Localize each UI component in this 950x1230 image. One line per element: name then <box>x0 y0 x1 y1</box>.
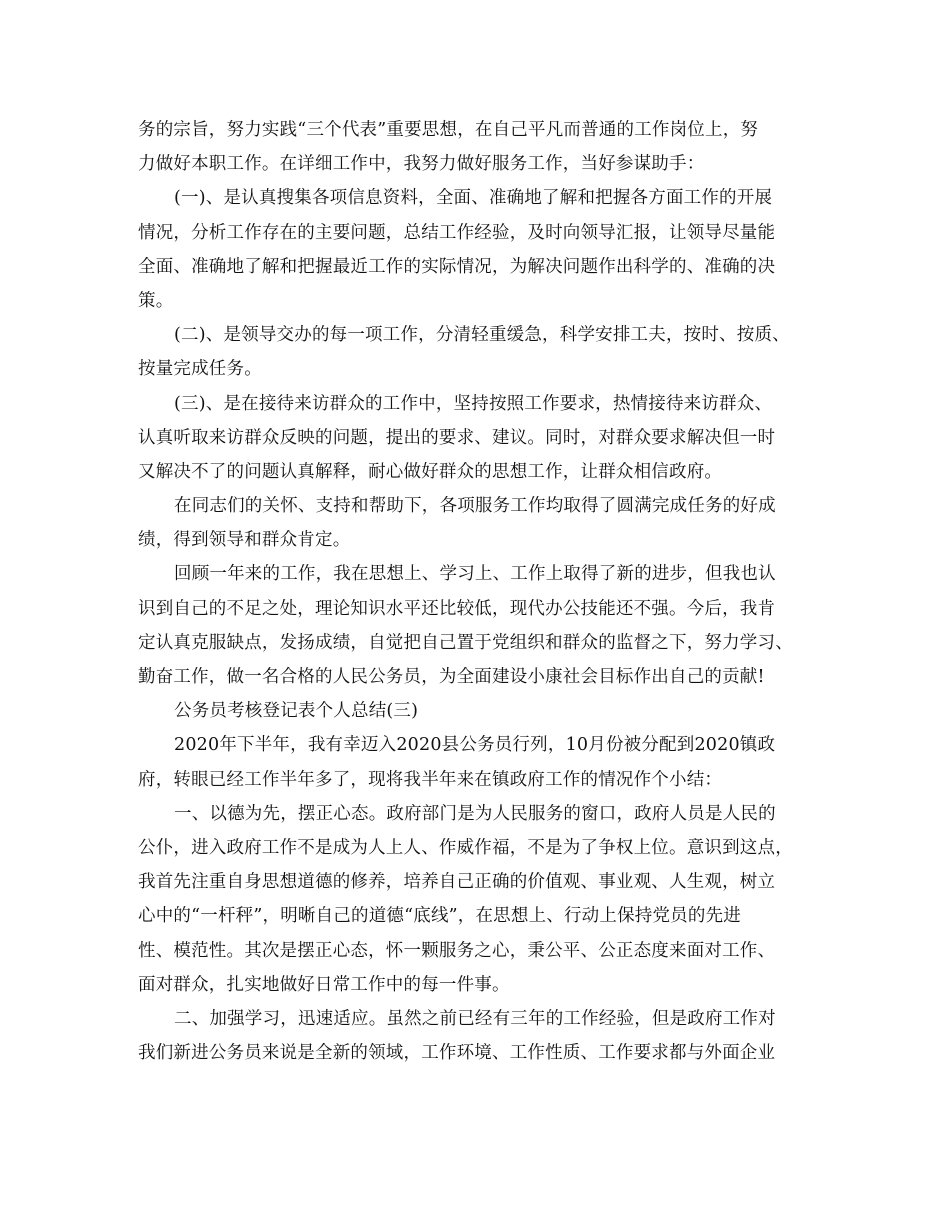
text-line: 按量完成任务。 <box>138 359 262 380</box>
text-line: 定认真克服缺点，发扬成绩，自觉把自己置于党组织和群众的监督之下，努力学习、 <box>138 632 793 653</box>
text-line: 全面、准确地了解和把握最近工作的实际情况，为解决问题作出科学的、准确的决 <box>138 256 776 277</box>
section-heading: 公务员考核登记表个人总结(三) <box>174 701 419 722</box>
text-line: 在同志们的关怀、支持和帮助下，各项服务工作均取得了圆满完成任务的好成 <box>174 496 776 517</box>
text-line: 我们新进公务员来说是全新的领域，工作环境、工作性质、工作要求都与外面企业 <box>138 1043 776 1064</box>
text-line: 情况，分析工作存在的主要问题，总结工作经验，及时向领导汇报，让领导尽量能 <box>138 222 776 243</box>
text-line: 认真听取来访群众反映的问题，提出的要求、建议。同时，对群众要求解决但一时 <box>138 427 776 448</box>
text-line: 力做好本职工作。在详细工作中，我努力做好服务工作，当好参谋助手： <box>138 154 705 175</box>
text-line: 策。 <box>138 290 174 311</box>
text-line: (二)、是领导交办的每一项工作，分清轻重缓急，科学安排工夫，按时、按质、 <box>174 325 790 346</box>
text-line: 我首先注重自身思想道德的修养，培养自己正确的价值观、事业观、人生观，树立 <box>138 872 776 893</box>
text-line: 公仆，进入政府工作不是成为人上人、作威作福，不是为了争权上位。意识到这点， <box>138 837 793 858</box>
text-line: (三)、是在接待来访群众的工作中，坚持按照工作要求，热情接待来访群众、 <box>174 393 773 414</box>
text-line: 面对群众，扎实地做好日常工作中的每一件事。 <box>138 974 510 995</box>
text-line: 绩，得到领导和群众肯定。 <box>138 530 351 551</box>
text-line: 2020年下半年，我有幸迈入2020县公务员行列，10月份被分配到2020镇政 <box>174 735 776 756</box>
text-line: 识到自己的不足之处，理论知识水平还比较低，现代办公技能还不强。今后，我肯 <box>138 598 776 619</box>
text-line: 又解决不了的问题认真解释，耐心做好群众的思想工作，让群众相信政府。 <box>138 461 723 482</box>
text-line: 勤奋工作，做一名合格的人民公务员，为全面建设小康社会目标作出自己的贡献! <box>138 667 765 687</box>
text-line: 性、模范性。其次是摆正心态，怀一颗服务之心，秉公平、公正态度来面对工作、 <box>138 940 776 961</box>
text-line: 一、以德为先，摆正心态。政府部门是为人民服务的窗口，政府人员是人民的 <box>174 803 776 824</box>
text-line: 二、加强学习，迅速适应。虽然之前已经有三年的工作经验，但是政府工作对 <box>174 1008 776 1029</box>
text-line: 心中的“一杆秤”，明晰自己的道德“底线”，在思想上、行动上保持党员的先进 <box>138 906 741 927</box>
text-line: (一)、是认真搜集各项信息资料，全面、准确地了解和把握各方面工作的开展 <box>174 188 773 209</box>
text-line: 府，转眼已经工作半年多了，现将我半年来在镇政府工作的情况作个小结： <box>138 769 723 790</box>
text-line: 务的宗旨，努力实践“三个代表”重要思想，在自己平凡而普通的工作岗位上，努 <box>138 120 759 140</box>
document-body <box>138 113 828 1070</box>
text-line: 回顾一年来的工作，我在思想上、学习上、工作上取得了新的进步，但我也认 <box>174 564 776 585</box>
